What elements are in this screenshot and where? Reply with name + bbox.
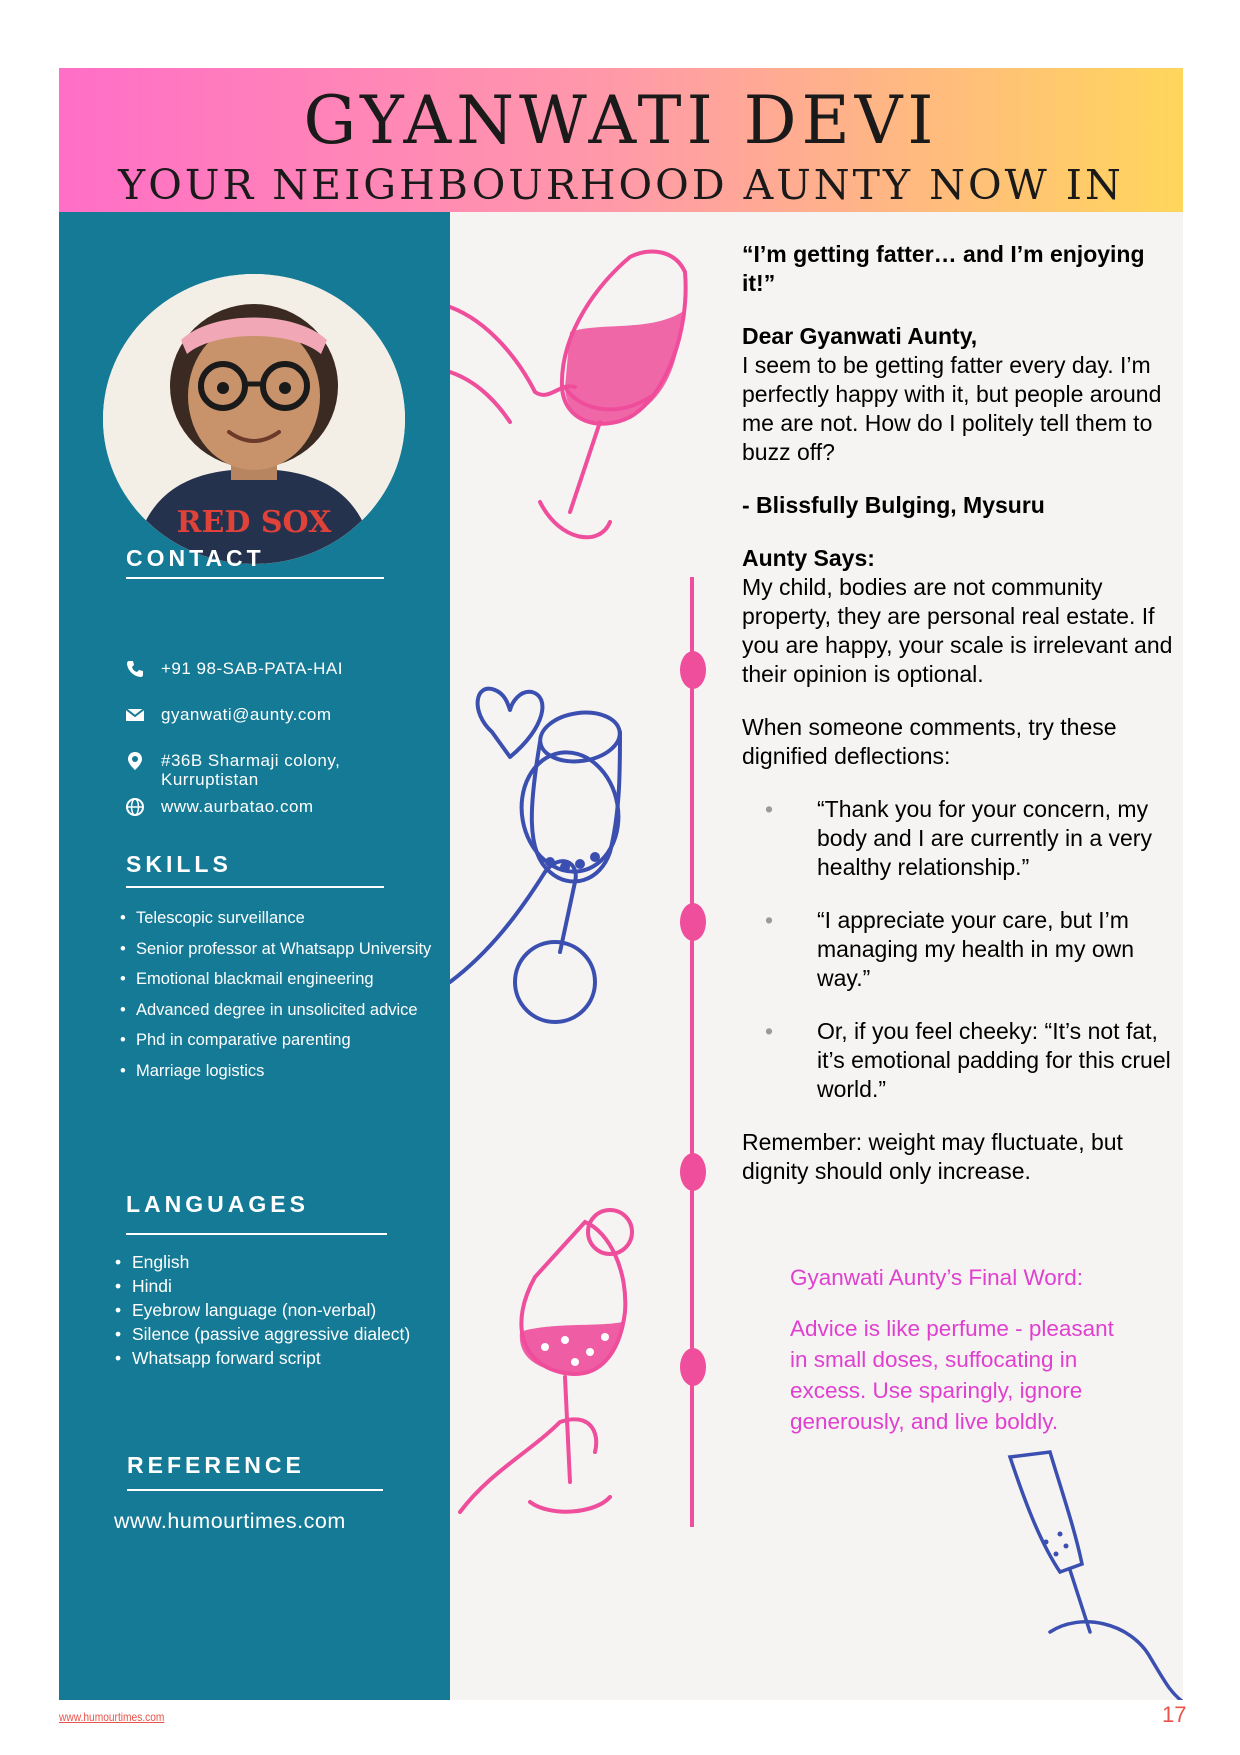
answer-paragraph-2: When someone comments, try these dignified deflections:	[742, 714, 1117, 769]
language-item: • Silence (passive aggressive dialect)	[115, 1322, 435, 1346]
header-banner	[59, 68, 1183, 212]
languages-list	[115, 1250, 435, 1370]
skill-item: • Telescopic surveillance	[120, 903, 450, 934]
avatar	[103, 274, 405, 564]
page-number: 17	[1162, 1702, 1187, 1727]
skills-list	[120, 903, 450, 1086]
final-word-text: Advice is like perfume - pleasant in small doses, suffocating in excess. Use sparingly, ignore generously, and live boldly.	[790, 1316, 1114, 1434]
address-line-1: #36B Sharmaji colony,	[161, 751, 341, 770]
skill-item: • Senior professor at Whatsapp University	[120, 934, 450, 965]
timeline-dot	[680, 1348, 706, 1386]
timeline-dot	[680, 651, 706, 689]
deflection-text: “I appreciate your care, but I’m managing my health in my own way.”	[817, 907, 1135, 991]
reference-link[interactable]: www.humourtimes.com	[114, 1509, 346, 1533]
answer-paragraph-1: My child, bodies are not community property, they are personal real estate. If you are happy, your scale is irrelevant and their opinion is optional.	[742, 574, 1173, 687]
address-line-2: Kurruptistan	[161, 770, 259, 789]
contact-phone-item[interactable]	[125, 659, 343, 679]
timeline-dot	[680, 1153, 706, 1191]
answer-heading: Aunty Says:	[742, 545, 875, 571]
salutation: Dear Gyanwati Aunty,	[742, 323, 978, 349]
deflection-text: Or, if you feel cheeky: “It’s not fat, it’s emotional padding for this cruel world.”	[817, 1018, 1171, 1102]
contact-address-item	[125, 751, 340, 789]
language-item: • Whatsapp forward script	[115, 1346, 435, 1370]
page-title: GYANWATI DEVI	[303, 82, 939, 159]
email-address: gyanwati@aunty.com	[161, 705, 332, 724]
page-subtitle: YOUR NEIGHBOURHOOD AUNTY NOW IN	[118, 161, 1124, 209]
reference-divider	[127, 1489, 383, 1491]
closing-paragraph: Remember: weight may fluctuate, but dignity should only increase.	[742, 1129, 1123, 1184]
final-word-title: Gyanwati Aunty’s Final Word:	[790, 1265, 1084, 1290]
languages-title: LANGUAGES	[126, 1191, 309, 1217]
contact-title: CONTACT	[126, 545, 265, 571]
language-item: • Eyebrow language (non-verbal)	[115, 1298, 435, 1322]
website-link: www.aurbatao.com	[161, 797, 314, 816]
phone-number: +91 98-SAB-PATA-HAI	[161, 659, 343, 678]
deflection-text: “Thank you for your concern, my body and I are currently in a very healthy relationship.”	[817, 796, 1152, 880]
languages-divider	[126, 1233, 387, 1235]
globe-icon	[125, 797, 147, 817]
final-word	[790, 1262, 1130, 1437]
letter-signoff: - Blissfully Bulging, Mysuru	[742, 492, 1045, 518]
shirt-text: RED SOX	[176, 505, 332, 540]
footer-link[interactable]: www.humourtimes.com	[59, 1710, 165, 1724]
contact-website-item[interactable]	[125, 797, 314, 817]
mail-icon	[125, 705, 147, 725]
deflection-item: • Or, if you feel cheeky: “It’s not fat, it’s emotional padding for this cruel world.”	[765, 1017, 1182, 1104]
phone-icon	[125, 659, 147, 679]
deflection-item: • “I appreciate your care, but I’m managing my health in my own way.”	[765, 906, 1182, 993]
letter-body: I seem to be getting fatter every day. I’m perfectly happy with it, but people around me are not. How do I politely tell them to buzz off?	[742, 352, 1162, 465]
location-pin-icon	[125, 751, 147, 771]
timeline-dot	[680, 903, 706, 941]
language-item: • Hindi	[115, 1274, 435, 1298]
reference-title: REFERENCE	[127, 1452, 305, 1478]
skills-title: SKILLS	[126, 851, 232, 877]
deflection-item: • “Thank you for your concern, my body and I are currently in a very healthy relationship.”	[765, 795, 1182, 882]
skill-item: • Advanced degree in unsolicited advice	[120, 995, 450, 1026]
skill-item: • Marriage logistics	[120, 1056, 450, 1087]
advice-column	[742, 240, 1182, 1186]
contact-divider	[126, 577, 384, 579]
article-headline: “I’m getting fatter… and I’m enjoying it!”	[742, 241, 1145, 296]
skills-divider	[126, 886, 384, 888]
language-item: • English	[115, 1250, 435, 1274]
avatar-illustration	[103, 274, 405, 564]
contact-email-item[interactable]	[125, 705, 332, 725]
skill-item: • Emotional blackmail engineering	[120, 964, 450, 995]
skill-item: • Phd in comparative parenting	[120, 1025, 450, 1056]
